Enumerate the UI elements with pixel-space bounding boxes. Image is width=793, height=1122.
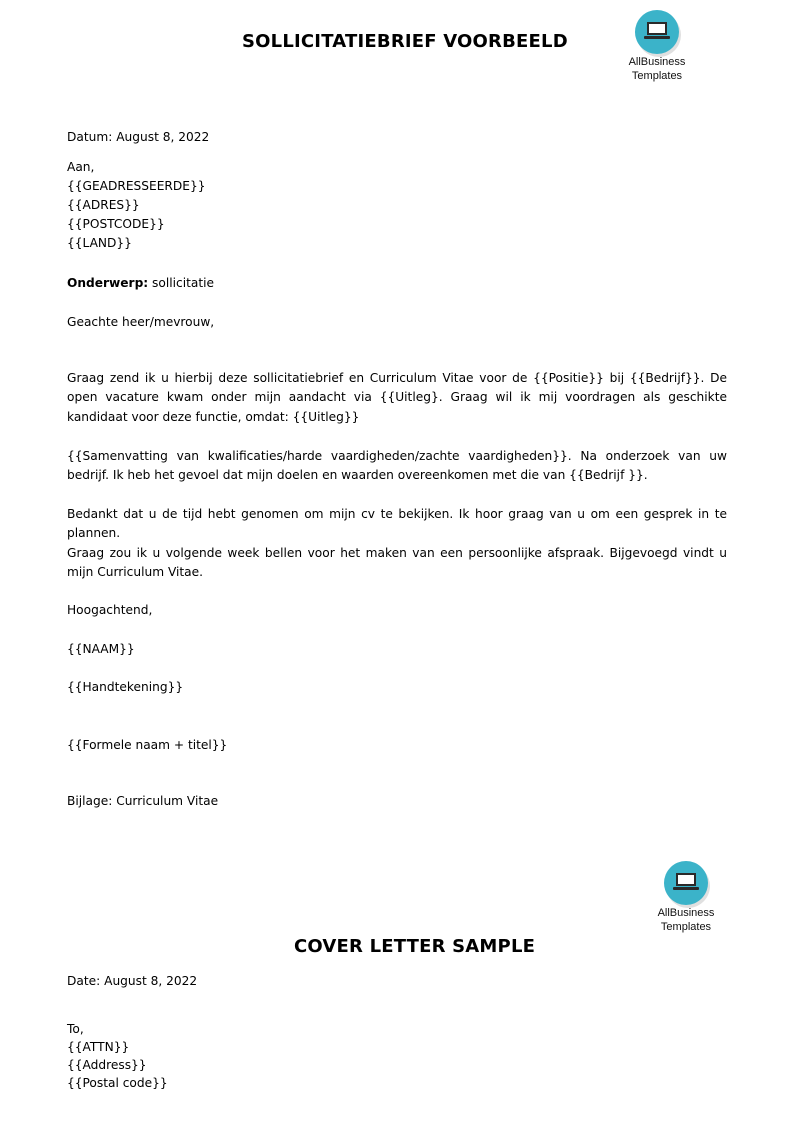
logo-text-line2: Templates [660,921,712,933]
allbusiness-logo [646,861,726,933]
formal-name: {{Formele naam + titel}} [67,738,228,752]
page-title: COVER LETTER SAMPLE [294,936,536,957]
recipient-line: {{ADRES}} [67,198,140,212]
subject-label: Onderwerp: [67,276,149,290]
body-paragraph: Graag zend ik u hierbij deze sollicitatiebrief en Curriculum Vitae voor de {{Positie}} bij {{Bedrijf}}. De open vacature kwam onder mijn aandacht via {{Uitleg}. Graag wil ik mij voordragen als geschikte kandidaat voor deze functie, omdat: {{Uitleg}} [67,371,727,424]
recipient-line: {{Address}} [67,1058,147,1072]
subject-line [67,274,214,293]
letter-date: Datum: August 8, 2022 [67,130,210,144]
body-paragraph: Graag zou ik u volgende week bellen voor het maken van een persoonlijke afspraak. Bijgevoegd vindt u mijn Curriculum Vitae. [67,546,727,580]
sender-name: {{NAAM}} [67,642,135,656]
recipient-line: Aan, [67,160,95,174]
signature-placeholder: {{Handtekening}} [67,680,184,694]
logo-text-line1: AllBusiness [628,56,686,68]
recipient-line: {{GEADRESSEERDE}} [67,179,206,193]
salutation: Geachte heer/mevrouw, [67,315,215,329]
allbusiness-logo [617,10,697,82]
page-title: SOLLICITATIEBRIEF VOORBEELD [242,31,568,52]
logo-text-line1: AllBusiness [657,907,715,919]
recipient-line: To, [67,1022,84,1036]
laptop-icon [664,861,708,905]
logo-text-line2: Templates [631,70,683,82]
subject-value: sollicitatie [148,276,215,290]
recipient-line: {{Postal code}} [67,1076,168,1090]
recipient-line: {{POSTCODE}} [67,217,165,231]
body-paragraph: {{Samenvatting van kwalificaties/harde vaardigheden/zachte vaardigheden}}. Na onderzoek van uw bedrijf. Ik heb het gevoel dat mijn doelen en waarden overeenkomen met die van {{Bedrijf }}. [67,449,727,483]
body-paragraph: Bedankt dat u de tijd hebt genomen om mijn cv te bekijken. Ik hoor graag van u om een gesprek in te plannen. [67,507,727,541]
closing: Hoogachtend, [67,603,153,617]
attachment-note: Bijlage: Curriculum Vitae [67,794,219,808]
laptop-icon [635,10,679,54]
recipient-line: {{LAND}} [67,236,132,250]
letter-date: Date: August 8, 2022 [67,974,198,988]
recipient-line: {{ATTN}} [67,1040,130,1054]
